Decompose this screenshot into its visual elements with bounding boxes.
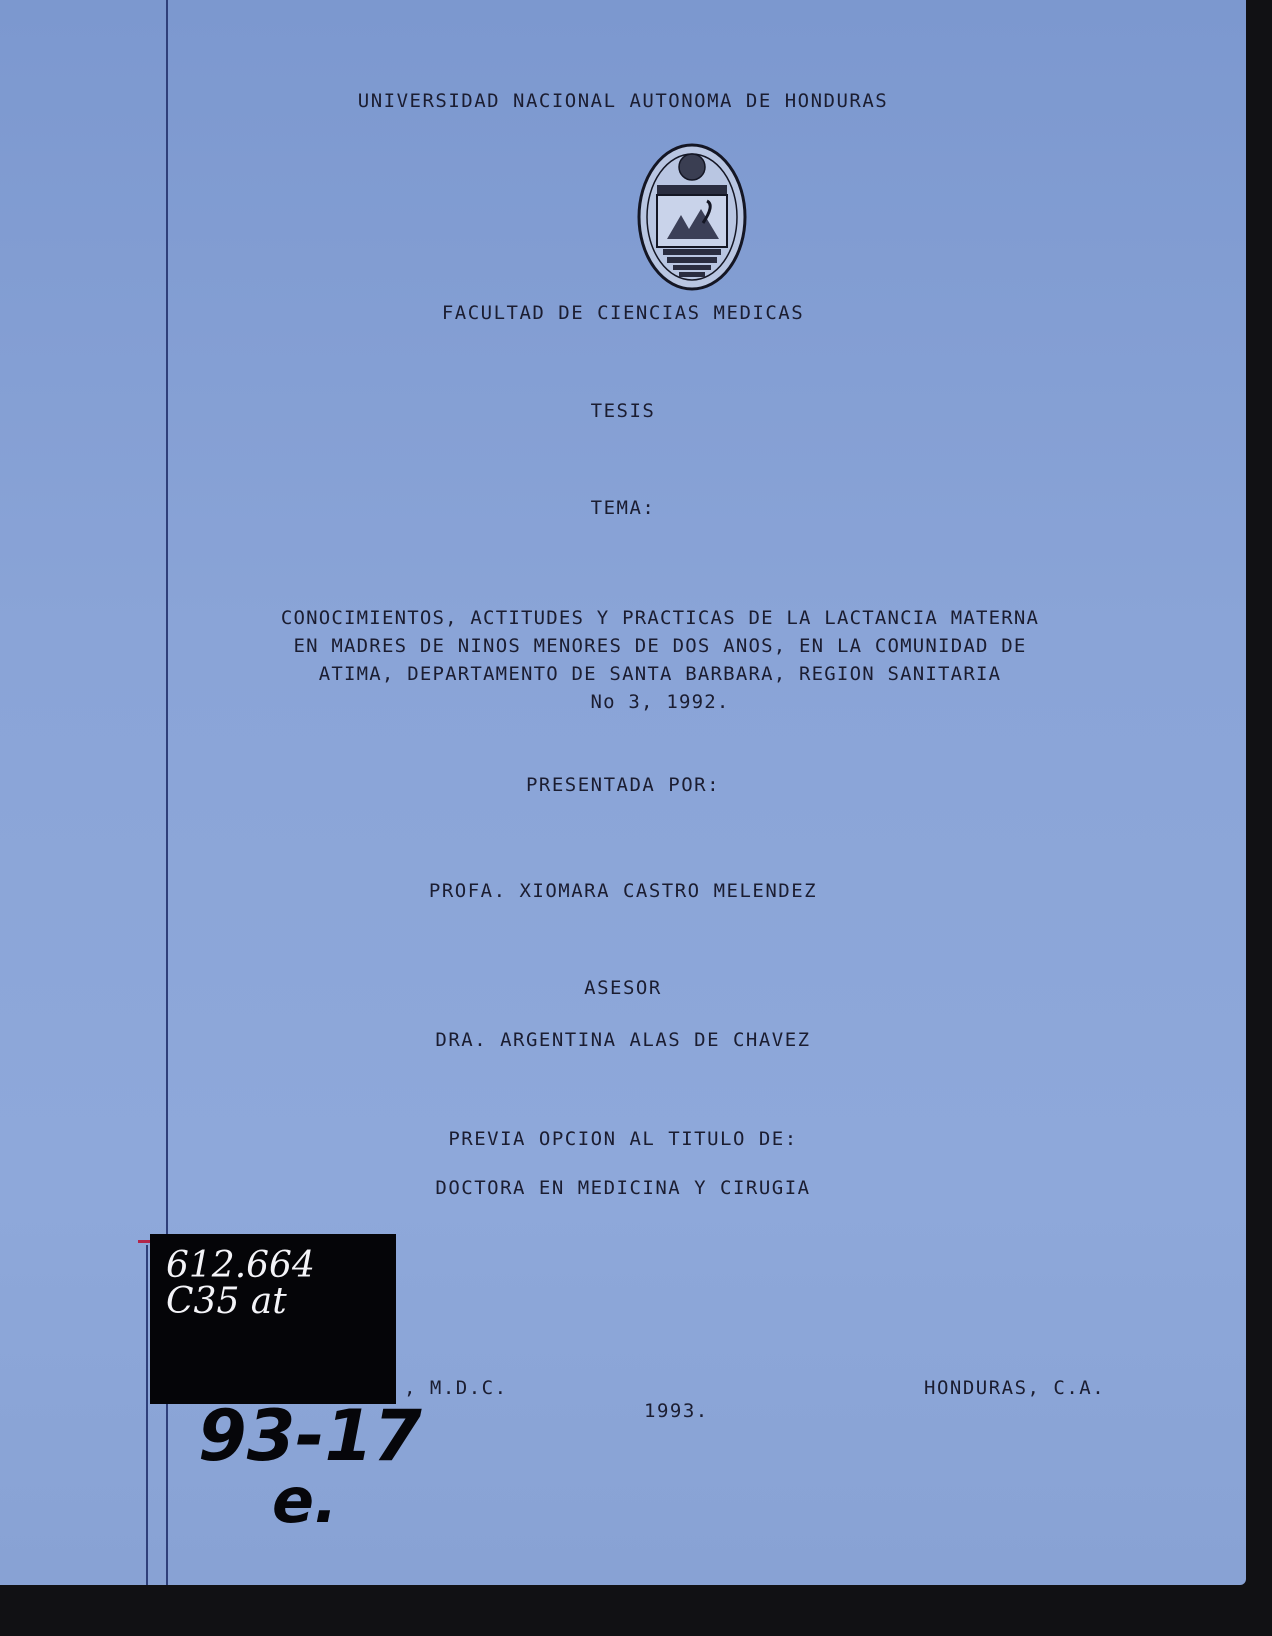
degree-name: DOCTORA EN MEDICINA Y CIRUGIA [435, 1177, 811, 1199]
advisor-name: DRA. ARGENTINA ALAS DE CHAVEZ [435, 1029, 811, 1051]
thesis-title-line: No 3, 1992. [590, 691, 730, 713]
author-name: PROFA. XIOMARA CASTRO MELENDEZ [428, 880, 818, 902]
library-call-number-label [150, 1234, 396, 1404]
thesis-title [180, 604, 1140, 716]
footer-city: , M.D.C. [404, 1377, 508, 1399]
degree-label: PREVIA OPCION AL TITULO DE: [448, 1128, 798, 1150]
presented-by-label: PRESENTADA POR: [525, 774, 721, 796]
document-type: TESIS [590, 400, 656, 422]
tema-label: TEMA: [590, 497, 656, 519]
advisor-label: ASESOR [584, 977, 662, 999]
lower-margin-line [146, 1245, 148, 1585]
thesis-title-line: EN MADRES DE NINOS MENORES DE DOS ANOS, EN LA COMUNIDAD DE [293, 635, 1027, 657]
footer-country: HONDURAS, C.A. [924, 1377, 1106, 1399]
university-seal-icon [637, 143, 747, 291]
footer-year: 1993. [644, 1400, 709, 1422]
call-number-line2: C35 at [166, 1281, 287, 1322]
thesis-title-line: ATIMA, DEPARTAMENTO DE SANTA BARBARA, REGION SANITARIA [318, 663, 1002, 685]
faculty-name: FACULTAD DE CIENCIAS MEDICAS [441, 302, 805, 324]
call-number-line1: 612.664 [166, 1245, 315, 1286]
university-name: UNIVERSIDAD NACIONAL AUTONOMA DE HONDURAS [357, 90, 889, 112]
inventory-stamp-number: 93-17 [198, 1395, 422, 1477]
thesis-title-line: CONOCIMIENTOS, ACTITUDES Y PRACTICAS DE LA LACTANCIA MATERNA [280, 607, 1040, 629]
inventory-stamp-copy: e. [272, 1464, 338, 1537]
